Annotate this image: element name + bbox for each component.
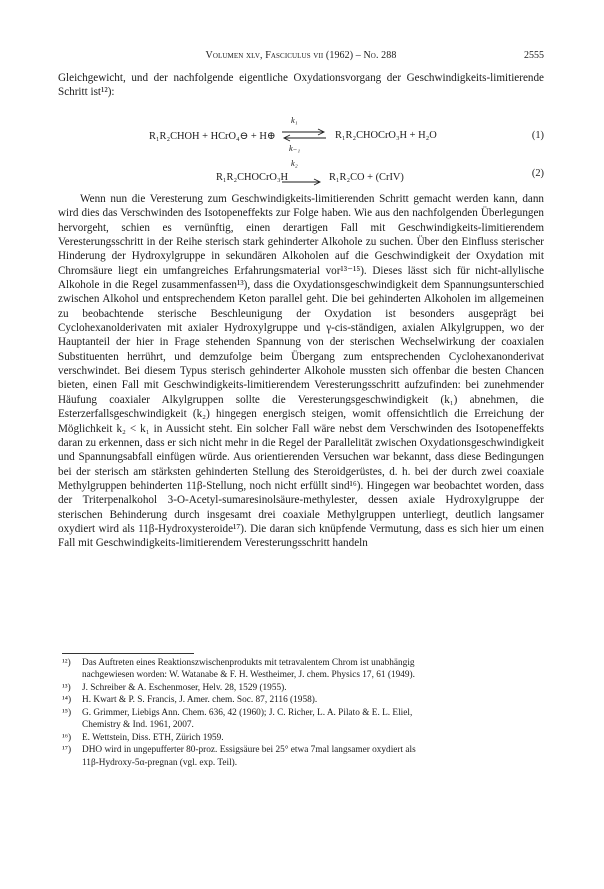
- footnote-item: [62, 682, 544, 694]
- footnote-text-continued: 11β-Hydroxy-5α-pregnan (vgl. exp. Teil).: [82, 757, 238, 768]
- equation-1-number: (1): [531, 130, 544, 141]
- footnote-item: [62, 707, 544, 732]
- equation-1: [58, 116, 544, 156]
- intro-paragraph: Gleichgewicht, und der nachfolgende eigentliche Oxydationsvorgang der Geschwindigkeits-limitierende Schritt ist¹²):: [58, 72, 544, 99]
- equation-1-right: R₁R₂CHOCrO₃H + H₂O: [335, 130, 437, 141]
- main-paragraph: Wenn nun die Veresterung zum Geschwindigkeits-limitierenden Schritt gemacht werden kann, dann wird dies das Verschwinden des Isotopeneffekts zur Folge haben. Wie aus den nachfolgenden Überlegungen hervorgeht, schien es vernünftig, einen derartigen Fall mit Geschwindigkeits-limitierendem Veresterungsschritt in der Reihe sterisch stark gehinderter Alkohole zu suchen. Über den Einfluss sterischer Hinderung der Hydroxylgruppe in sekundären Alkoholen auf die Geschwindigkeit der Oxydation mit Chromsäure liegt ein umfangreiches Erfahrungsmaterial vor¹³⁻¹⁵). Dieses lässt sich für nicht-allylische Alkohole in die Regel zusammenfassen¹³), dass die Oxydationsgeschwindigkeit dem Spannungsunterschied zwischen Alkohol und entsprechendem Keton parallel geht. Die bei gehinderten Alkoholen im allgemeinen zu beobachtende sterische Beschleunigung der Oxydation ist besonders ausgeprägt bei Cyclohexanolderivaten mit axialer Hydroxylgruppe und γ-cis-ständigen, axialen Alkylgruppen, wo der Hauptanteil der hier in Frage stehenden Spannung von der sterischen Wechselwirkung der coaxialen Substituenten herrührt, und demzufolge beim Übergang zum entsprechenden Cyclohexanonderivat verschwindet. Bei diesem Typus sterisch gehinderter Alkohole mussten sich offenbar die besten Chancen bieten, einen Fall mit Geschwindigkeits-limitierendem Veresterungsschritt aufzufinden: bei zunehmender Häufung coaxialer Alkylgruppen sollte die Veresterungsgeschwindigkeit (k₁) abnehmen, die Esterzerfallsgeschwindigkeit (k₂) hingegen energisch steigen, womit offensichtlich die Erreichung der Möglichkeit k₂ < k₁ in Aussicht steht. Ein solcher Fall wäre nebst dem Verschwinden des Isotopeneffekts daran zu erkennen, dass er sich nicht mehr in die Regel der Parallelität zwischen Oxydationsgeschwindigkeit und Spannungsabfall einfügen würde. Aus orientierenden Versuchen war bekannt, dass diese Bedingungen bei der sterisch am stärksten gehinderten Stellung des Steroidgerüstes, d. h. bei der durch zwei coaxiale Methylgruppen behinderten 11β-Stellung, noch nicht erfüllt sind¹⁶). Hingegen war beobachtet worden, dass der Triterpenalkohol 3-O-Acetyl-sumaresinolsäure-methylester, dessen axiale Hydroxylgruppe der sterischen Behinderung durch insgesamt drei coaxiale Methylgruppen unterliegt, deutlich langsamer oxydiert wird als 11β-Hydroxysteroide¹⁷). Die daran sich knüpfende Vermutung, dass es sich hier um einen Fall mit Geschwindigkeits-limitierendem Veresterungsschritt handeln: [58, 193, 544, 550]
- running-head: [58, 50, 544, 64]
- equation-1-left: R₁R₂CHOH + HCrO₄⊖ + H⊕: [149, 131, 276, 142]
- equation-2-left: R₁R₂CHOCrO₃H: [216, 172, 289, 183]
- footnote-item: [62, 694, 544, 706]
- equation-1-forward-rate: k₁: [291, 115, 298, 125]
- footnote-text: G. Grimmer, Liebigs Ann. Chem. 636, 42 (1960); J. C. Richer, L. A. Pilato & E. L. Eliel,: [82, 707, 413, 718]
- footnote-marker: ¹⁴): [62, 695, 72, 706]
- equation-1-reverse-rate: k₋₁: [289, 143, 301, 153]
- equation-2-right: R₁R₂CO + (CrIV): [329, 172, 404, 183]
- footnote-divider: [62, 653, 194, 654]
- footnote-marker: ¹³): [62, 682, 71, 693]
- running-title: Volumen xlv, Fasciculus vii (1962) – No. 288: [205, 50, 397, 61]
- footnote-marker: ¹⁷): [62, 745, 72, 756]
- footnotes-list: [62, 657, 544, 769]
- reaction-arrow-icon: [282, 178, 322, 186]
- footnote-text: E. Wettstein, Diss. ETH, Zürich 1959.: [82, 732, 224, 743]
- footnote-text: J. Schreiber & A. Eschenmoser, Helv. 28, 1529 (1955).: [82, 682, 287, 693]
- footnote-item: [62, 744, 544, 769]
- footnote-text-continued: Chemistry & Ind. 1961, 2007.: [82, 720, 194, 731]
- footnote-text: H. Kwart & P. S. Francis, J. Amer. chem. Soc. 87, 2116 (1958).: [82, 695, 318, 706]
- footnote-text-continued: nachgewiesen worden: W. Watanabe & F. H. Westheimer, J. chem. Physics 17, 61 (1949).: [82, 670, 415, 681]
- page-number: 2555: [524, 50, 544, 61]
- footnote-text: Das Auftreten eines Reaktionszwischenprodukts mit tetravalentem Chrom ist unabhängig: [82, 658, 415, 668]
- footnote-item: [62, 657, 544, 682]
- footnote-marker: ¹²): [62, 658, 71, 668]
- footnote-marker: ¹⁶): [62, 732, 72, 743]
- equation-2-forward-rate: k₂: [291, 158, 298, 168]
- equation-2-number: (2): [531, 168, 544, 179]
- footnote-item: [62, 732, 544, 744]
- footnote-text: DHO wird in ungepufferter 80-proz. Essigsäure bei 25° etwa 7mal langsamer oxydiert als: [82, 745, 416, 756]
- equilibrium-arrow-icon: [282, 128, 326, 142]
- footnote-marker: ¹⁵): [62, 707, 72, 718]
